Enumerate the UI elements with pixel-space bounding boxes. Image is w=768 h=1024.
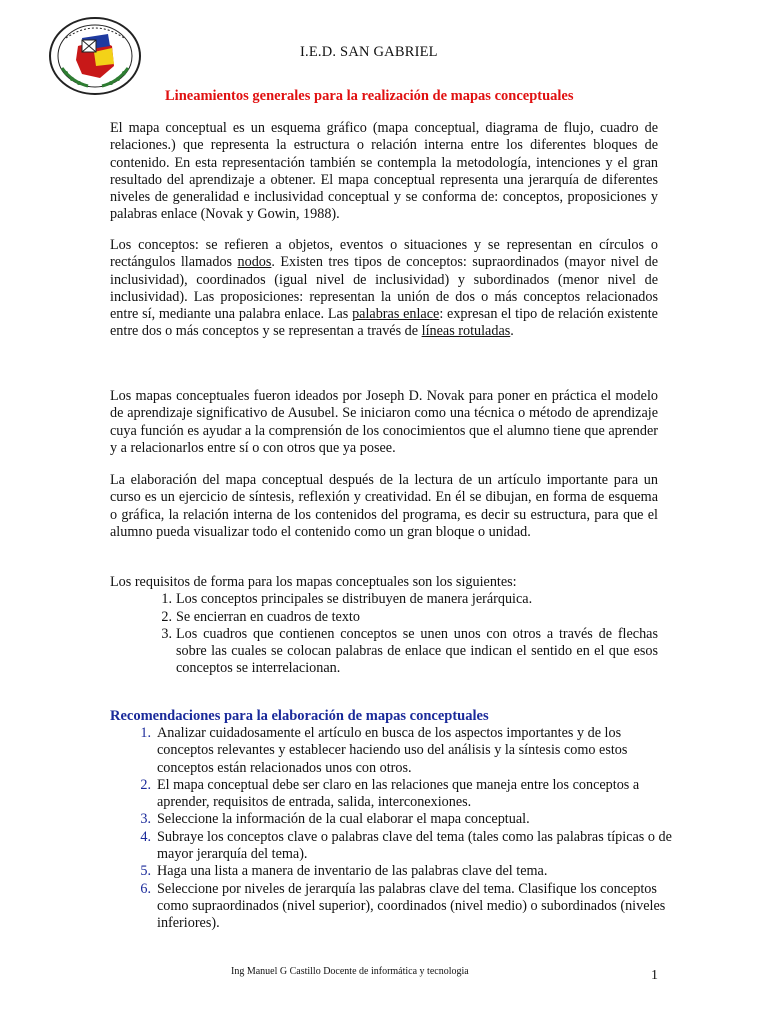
list-item (140, 880, 677, 933)
list-item (140, 776, 677, 812)
list-item (161, 608, 658, 626)
list-number: 6. (140, 880, 151, 897)
term-palabras-enlace: palabras enlace (352, 306, 440, 323)
list-item (140, 863, 677, 880)
text-segment: Los conceptos: se refieren a objetos, eventos o situaciones y se representan en círculos o rectángulos llamados (110, 237, 658, 271)
list-number: 5. (140, 863, 151, 880)
text-segment: : expresan el tipo de relación existente entre dos o más conceptos y se representan a través de (110, 306, 658, 340)
page-number: 1 (651, 968, 658, 983)
list-text: El mapa conceptual debe ser claro en las relaciones que maneja entre los conceptos a aprender, requisitos de entrada, salida, interconexiones. (157, 776, 640, 811)
list-number: 3. (161, 625, 172, 642)
list-text: Haga una lista a manera de inventario de las palabras clave del tema. (157, 863, 548, 880)
recommendations-heading: Recomendaciones para la elaboración de mapas conceptuales (110, 708, 489, 724)
list-text: Se encierran en cuadros de texto (176, 608, 360, 625)
school-logo (48, 16, 142, 96)
list-number: 2. (140, 776, 151, 793)
list-number: 4. (140, 828, 151, 845)
footer-text: Ing Manuel G Castillo Docente de informática y tecnologia (231, 966, 469, 977)
requirements-section (110, 574, 658, 678)
list-item (161, 591, 658, 608)
paragraph-definition: El mapa conceptual es un esquema gráfico (mapa conceptual, diagrama de flujo, cuadro de relaciones.) que representa la estructura o relación interna entre los diferentes bloques de contenido. En esta representación también se contempla la metodología, intenciones y el gran resultado del aprendizaje a obtener. El mapa conceptual representa una jerarquía de diferentes niveles de generalidad e inclusividad conceptual y se conforma de: conceptos, proposiciones y palabras enlace (Novak y Gowin, 1988). (110, 120, 658, 223)
list-text: Los conceptos principales se distribuyen de manera jerárquica. (176, 591, 533, 608)
term-nodos: nodos (237, 254, 272, 271)
paragraph-origin: Los mapas conceptuales fueron ideados por Joseph D. Novak para poner en práctica el modelo de aprendizaje significativo de Ausubel. Se iniciaron como una técnica o método de aprendizaje cuya función es ayudar a la comprensión de los conocimientos que el alumno tiene que aprender y a relacionarlos entre sí o con otros que ya posee. (110, 388, 658, 456)
list-item (161, 625, 658, 678)
list-text: Seleccione por niveles de jerarquía las palabras clave del tema. Clasifique los conceptos como supraordinados (nivel superior), coordinados (nivel medio) o subordinados (niveles inferiores). (157, 880, 666, 932)
list-number: 1. (161, 591, 172, 608)
requirements-list (110, 591, 658, 677)
list-text: Seleccione la información de la cual elaborar el mapa conceptual. (157, 811, 530, 828)
recommendations-list (110, 725, 677, 933)
paragraph-elaboration: La elaboración del mapa conceptual después de la lectura de un artículo importante para un curso es un ejercicio de síntesis, reflexión y creatividad. En él se dibujan, en forma de esquema o gráfica, la relación interna de los contenidos del programa, es decir su estructura, para que el alumno pueda visualizar todo el contenido como un gran bloque o unidad. (110, 472, 658, 540)
list-text: Subraye los conceptos clave o palabras clave del tema (tales como las palabras típicas o de mayor jerarquía del tema). (157, 828, 672, 863)
list-item (140, 725, 677, 777)
list-item (140, 811, 677, 828)
requirements-intro: Los requisitos de forma para los mapas conceptuales son los siguientes: (110, 574, 517, 590)
list-number: 3. (140, 811, 151, 828)
text-segment: . (510, 323, 514, 340)
document-title: Lineamientos generales para la realización de mapas conceptuales (165, 88, 574, 104)
list-number: 2. (161, 608, 172, 625)
list-number: 1. (140, 725, 151, 741)
list-item (140, 828, 677, 864)
school-name: I.E.D. SAN GABRIEL (300, 44, 438, 60)
term-lineas-rotuladas: líneas rotuladas (421, 323, 511, 340)
text-segment: . Existen tres tipos de conceptos: supraordinados (mayor nivel de inclusividad), coordinados (igual nivel de inclusividad) y subordinados (menor nivel de inclusividad). Las proposiciones: representan la unión de dos o más conceptos relacionados entre sí, mediante una palabra enlace. Las (110, 254, 658, 323)
paragraph-concepts (110, 237, 658, 341)
list-text: Analizar cuidadosamente el artículo en busca de los aspectos importantes y de los conceptos relevantes y establecer haciendo uso del análisis y la síntesis como estos conceptos están relacionados unos con otros. (157, 725, 628, 776)
list-text: Los cuadros que contienen conceptos se unen unos con otros a través de flechas sobre las cuales se colocan palabras de enlace que indican el sentido en el que esos conceptos se interrelacionan. (176, 625, 658, 677)
